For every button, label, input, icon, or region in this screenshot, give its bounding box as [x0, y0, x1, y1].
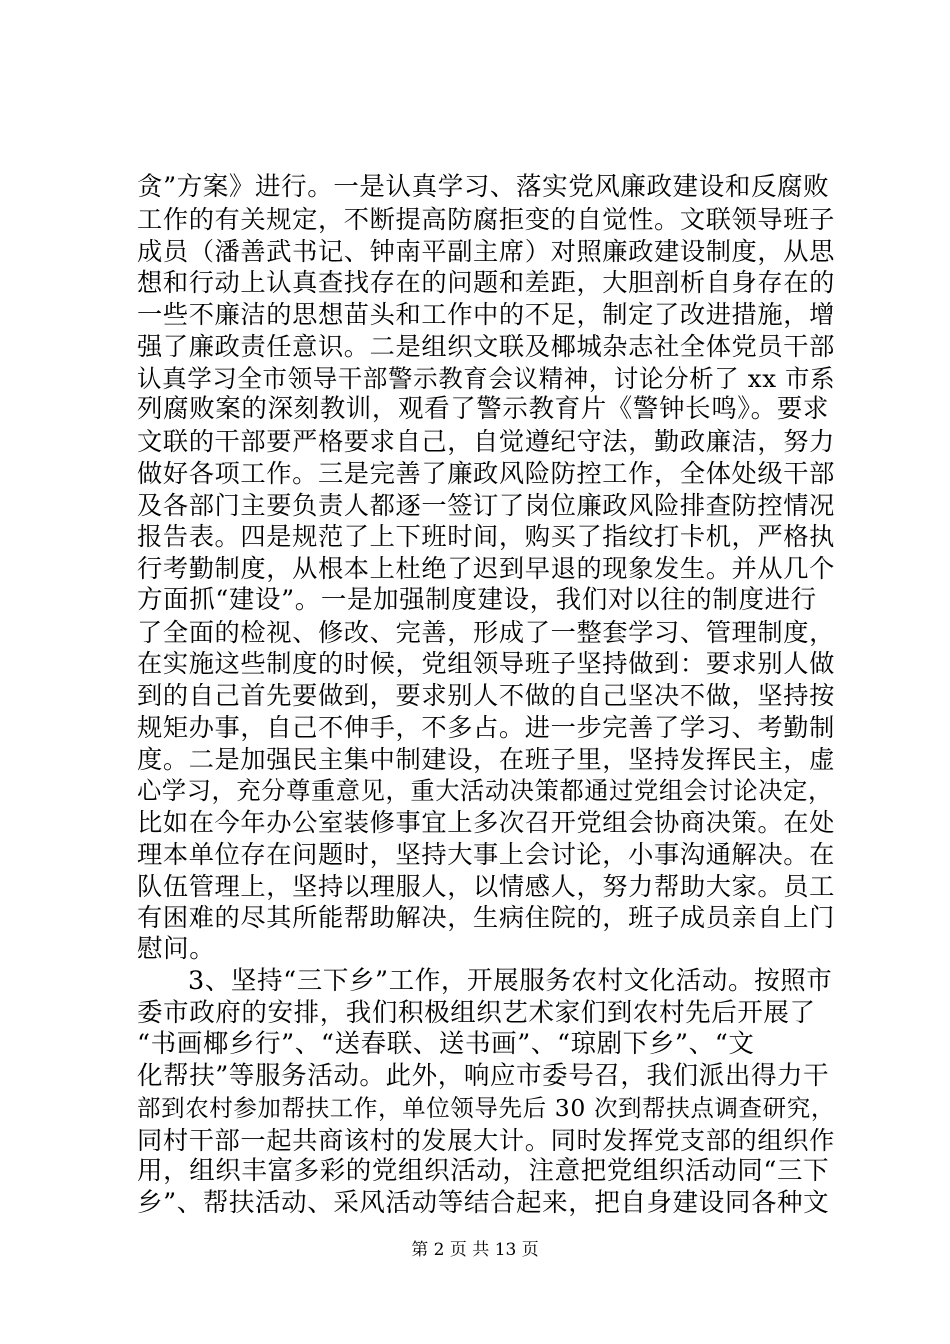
paragraph-start-line: 3、坚持“三下乡”工作，开展服务农村文化活动。按照市 — [188, 965, 833, 996]
text-line: 比如在今年办公室装修事宜上多次召开党组会协商决策。在处 — [137, 808, 835, 837]
text-line: 成员（潘善武书记、钟南平副主席）对照廉政建设制度，从思 — [137, 236, 835, 266]
text-line: 用，组织丰富多彩的党组织活动，注意把党组织活动同“三下 — [137, 1156, 830, 1187]
text-line: 理本单位存在问题时，坚持大事上会讨论，小事沟通解决。在 — [137, 839, 835, 869]
text-line: 报告表。四是规范了上下班时间，购买了指纹打卡机，严格执 — [137, 522, 835, 552]
text-line: 行考勤制度，从根本上杜绝了迟到早退的现象发生。并从几个 — [137, 554, 835, 583]
text-line: 在实施这些制度的时候，党组领导班子坚持做到：要求别人做 — [137, 649, 835, 679]
text-line: 规矩办事，自己不伸手，不多占。进一步完善了学习、考勤制 — [137, 712, 835, 742]
text-line: 心学习，充分尊重意见，重大活动决策都通过党组会讨论决定， — [137, 776, 833, 806]
text-line: 了全面的检视、修改、完善，形成了一整套学习、管理制度， — [137, 617, 835, 647]
text-line: 贪”方案》进行。一是认真学习、落实党风廉政建设和反腐败 — [137, 172, 830, 202]
text-line: 列腐败案的深刻教训，观看了警示教育片《警钟长鸣》。要求 — [137, 394, 829, 425]
page-footer — [0, 1239, 950, 1261]
text-line: 慰问。 — [137, 934, 216, 964]
text-line: 强了廉政责任意识。二是组织文联及椰城杂志社全体党员干部 — [137, 331, 835, 361]
text-line: 化帮扶”等服务活动。此外，响应市委号召，我们派出得力干 — [137, 1061, 830, 1091]
text-line: 及各部门主要负责人都逐一签订了岗位廉政风险排查防控情况 — [137, 490, 835, 520]
text-line: 方面抓“建设”。一是加强制度建设，我们对以往的制度进行 — [137, 584, 817, 615]
page-number-label: 第 2 页 共 13 页 — [411, 1240, 539, 1260]
body-text — [137, 172, 837, 1220]
text-line: 队伍管理上，坚持以理服人，以情感人，努力帮助大家。员工 — [137, 871, 835, 901]
text-line: “书画椰乡行”、“送春联、送书画”、“琼剧下乡”、“文 — [137, 1029, 755, 1060]
text-line: 一些不廉洁的思想苗头和工作中的不足，制定了改进措施，增 — [137, 300, 835, 329]
text-line: 想和行动上认真查找存在的问题和差距，大胆剖析自身存在的 — [137, 268, 835, 298]
text-line: 到的自己首先要做到，要求别人不做的自己坚决不做，坚持按 — [137, 681, 835, 710]
text-line: 度。二是加强民主集中制建设，在班子里，坚持发挥民主，虚 — [137, 744, 835, 774]
text-line: 乡”、帮扶活动、采风活动等结合起来，把自身建设同各种文 — [137, 1188, 830, 1218]
text-line: 部到农村参加帮扶工作，单位领导先后 30 次到帮扶点调查研究， — [137, 1093, 835, 1122]
text-line: 认真学习全市领导干部警示教育会议精神，讨论分析了 xx 市系 — [137, 363, 836, 393]
text-line: 委市政府的安排，我们积极组织艺术家们到农村先后开展了 — [137, 997, 816, 1028]
text-line: 有困难的尽其所能帮助解决，生病住院的，班子成员亲自上门 — [137, 903, 835, 933]
text-line: 同村干部一起共商该村的发展大计。同时发挥党支部的组织作 — [137, 1125, 835, 1155]
text-line: 文联的干部要严格要求自己，自觉遵纪守法，勤政廉洁，努力 — [137, 427, 835, 456]
text-line: 工作的有关规定，不断提高防腐拒变的自觉性。文联领导班子 — [137, 204, 835, 234]
text-line: 做好各项工作。三是完善了廉政风险防控工作，全体处级干部 — [137, 458, 835, 488]
